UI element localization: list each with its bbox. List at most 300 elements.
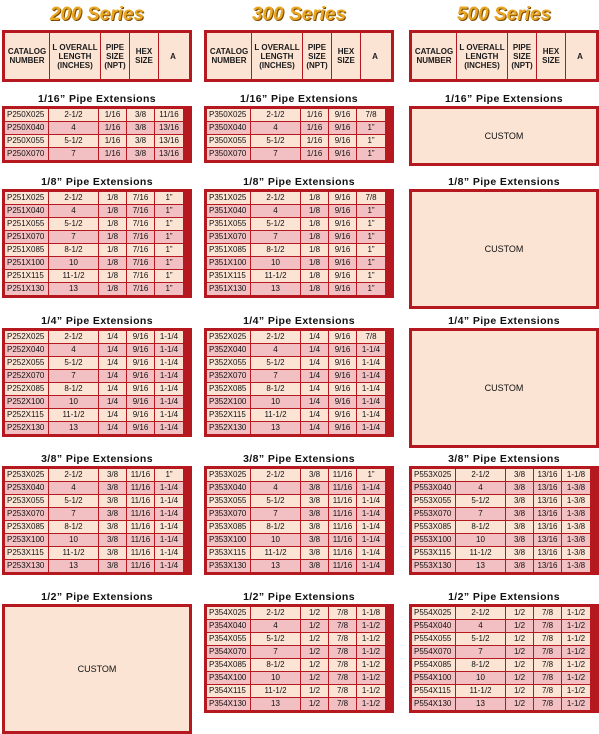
table-cell: 1” <box>155 469 183 481</box>
table-cell: 1/4 <box>99 370 127 382</box>
custom-box: CUSTOM <box>409 106 599 166</box>
table-row <box>5 122 189 134</box>
table-cell: 1-1/4 <box>155 495 183 507</box>
table-cell: 1” <box>357 218 385 230</box>
table-cell: P554X130 <box>412 698 456 710</box>
table-row <box>412 495 596 507</box>
table-cell: 7/8 <box>329 620 357 632</box>
table-cell: 11/16 <box>127 495 155 507</box>
table-cell: P353X130 <box>207 560 251 572</box>
table-cell: P351X100 <box>207 257 251 269</box>
table-cell: 1-1/2 <box>562 646 590 658</box>
table-cell: P352X130 <box>207 422 251 434</box>
table-cell: P252X100 <box>5 396 49 408</box>
table-cell: 7 <box>251 231 301 243</box>
header-cell: CATALOG NUMBER <box>5 33 50 79</box>
table-cell: 1-1/2 <box>357 685 385 697</box>
data-table <box>409 604 599 713</box>
table-row <box>207 521 391 533</box>
pipe-section <box>409 590 599 713</box>
table-cell: 1-1/4 <box>357 396 385 408</box>
table-cell: 7/8 <box>534 672 562 684</box>
table-cell: 4 <box>456 482 506 494</box>
table-cell: P252X085 <box>5 383 49 395</box>
data-table <box>204 328 394 437</box>
table-cell: 11-1/2 <box>49 547 99 559</box>
table-header <box>204 30 394 82</box>
table-cell: 4 <box>251 344 301 356</box>
table-cell: 9/16 <box>329 257 357 269</box>
table-cell: 8-1/2 <box>49 521 99 533</box>
table-row <box>412 607 596 619</box>
table-cell: 1/16 <box>301 135 329 147</box>
table-row <box>207 231 391 243</box>
table-cell: 1-1/2 <box>357 620 385 632</box>
table-cell: 7/8 <box>534 646 562 658</box>
table-cell: 13/16 <box>534 534 562 546</box>
table-cell: P353X025 <box>207 469 251 481</box>
table-cell: 1-1/4 <box>357 547 385 559</box>
table-cell: P253X025 <box>5 469 49 481</box>
table-cell: 7 <box>49 508 99 520</box>
table-cell: 7 <box>251 370 301 382</box>
table-cell: 1/16 <box>99 135 127 147</box>
table-cell: 1” <box>357 244 385 256</box>
table-cell: 1/4 <box>99 383 127 395</box>
table-cell: 1-1/4 <box>155 560 183 572</box>
table-cell: 2-1/2 <box>49 331 99 343</box>
table-cell: 1-1/2 <box>357 633 385 645</box>
table-cell: 7/16 <box>127 270 155 282</box>
table-cell: 1-1/2 <box>562 698 590 710</box>
table-cell: 1-1/4 <box>155 383 183 395</box>
table-row <box>207 109 391 121</box>
table-row <box>5 109 189 121</box>
series-title: 500 Series <box>456 4 552 25</box>
table-cell: P251X070 <box>5 231 49 243</box>
table-cell: P554X055 <box>412 633 456 645</box>
table-row <box>207 192 391 204</box>
table-cell: 7 <box>251 646 301 658</box>
table-cell: 7/8 <box>534 607 562 619</box>
pipe-section <box>204 590 394 713</box>
table-cell: 11/16 <box>329 482 357 494</box>
table-cell: 5-1/2 <box>49 218 99 230</box>
table-cell: 13/16 <box>534 560 562 572</box>
table-cell: 3/8 <box>99 534 127 546</box>
table-cell: 1/8 <box>301 205 329 217</box>
table-cell: P350X040 <box>207 122 251 134</box>
header-cell: A <box>170 51 176 61</box>
table-row <box>207 409 391 421</box>
table-cell: 1-1/4 <box>357 357 385 369</box>
table-cell: 13/16 <box>534 495 562 507</box>
table-cell: 8-1/2 <box>49 383 99 395</box>
table-cell: P354X040 <box>207 620 251 632</box>
data-table <box>204 466 394 575</box>
table-cell: 5-1/2 <box>251 357 301 369</box>
table-cell: 1/8 <box>301 283 329 295</box>
table-cell: 11/16 <box>127 560 155 572</box>
table-cell: 1-1/4 <box>357 560 385 572</box>
header-cell: L OVERALL LENGTH (INCHES) <box>252 33 303 79</box>
table-row <box>207 148 391 160</box>
table-cell: 13/16 <box>534 469 562 481</box>
table-cell: 5-1/2 <box>49 495 99 507</box>
table-cell: 7 <box>49 148 99 160</box>
table-cell: 2-1/2 <box>251 192 301 204</box>
table-cell: P554X040 <box>412 620 456 632</box>
table-cell: 1-1/4 <box>357 482 385 494</box>
section-title: 1/16” Pipe Extensions <box>239 93 359 105</box>
table-cell: 1/2 <box>301 620 329 632</box>
table-cell: 1” <box>155 283 183 295</box>
table-cell: 1-1/4 <box>155 521 183 533</box>
table-cell: P554X115 <box>412 685 456 697</box>
table-cell: 1” <box>357 283 385 295</box>
section-title: 3/8” Pipe Extensions <box>41 453 153 465</box>
table-cell: P250X040 <box>5 122 49 134</box>
table-cell: 9/16 <box>127 357 155 369</box>
table-row <box>207 283 391 295</box>
table-cell: P351X040 <box>207 205 251 217</box>
table-cell: P352X055 <box>207 357 251 369</box>
table-cell: 1-1/2 <box>562 607 590 619</box>
table-cell: 11-1/2 <box>251 409 301 421</box>
table-row <box>207 495 391 507</box>
table-cell: 7/8 <box>357 192 385 204</box>
table-cell: 1-1/4 <box>155 422 183 434</box>
table-row <box>207 331 391 343</box>
header-cell: CATALOG NUMBER <box>412 33 457 79</box>
table-cell: 7 <box>456 646 506 658</box>
section-title: 1/2” Pipe Extensions <box>448 591 560 603</box>
table-cell: 1/8 <box>99 205 127 217</box>
table-row <box>412 508 596 520</box>
section-title: 1/8” Pipe Extensions <box>243 176 355 188</box>
table-row <box>5 508 189 520</box>
table-cell: 1-1/8 <box>357 607 385 619</box>
table-cell: 1-3/8 <box>562 495 590 507</box>
table-cell: P352X085 <box>207 383 251 395</box>
table-cell: P351X130 <box>207 283 251 295</box>
section-title: 1/16” Pipe Extensions <box>444 93 564 105</box>
table-cell: 9/16 <box>329 396 357 408</box>
table-cell: 1/8 <box>301 257 329 269</box>
table-row <box>207 534 391 546</box>
table-row <box>207 344 391 356</box>
table-cell: P353X100 <box>207 534 251 546</box>
table-row <box>207 396 391 408</box>
table-cell: 2-1/2 <box>251 331 301 343</box>
table-cell: 3/8 <box>506 547 534 559</box>
table-cell: 1-1/4 <box>357 534 385 546</box>
table-cell: 13 <box>251 560 301 572</box>
table-cell: 13/16 <box>155 148 183 160</box>
table-cell: P352X115 <box>207 409 251 421</box>
table-cell: 1/2 <box>301 698 329 710</box>
table-cell: 13/16 <box>155 135 183 147</box>
table-cell: 1-1/4 <box>155 331 183 343</box>
table-cell: 2-1/2 <box>456 469 506 481</box>
table-cell: 7/16 <box>127 192 155 204</box>
table-cell: 11/16 <box>329 495 357 507</box>
table-row <box>207 205 391 217</box>
table-cell: P351X115 <box>207 270 251 282</box>
table-cell: 7/16 <box>127 218 155 230</box>
table-cell: 7/8 <box>329 685 357 697</box>
table-cell: P553X100 <box>412 534 456 546</box>
table-row <box>5 357 189 369</box>
table-cell: 7 <box>456 508 506 520</box>
table-cell: 3/8 <box>506 482 534 494</box>
table-cell: 1/2 <box>506 633 534 645</box>
table-cell: 9/16 <box>329 231 357 243</box>
table-cell: 5-1/2 <box>456 633 506 645</box>
table-cell: P252X130 <box>5 422 49 434</box>
header-cell: HEX SIZE <box>130 33 159 79</box>
table-cell: 3/8 <box>99 508 127 520</box>
table-cell: 9/16 <box>329 218 357 230</box>
table-cell: 1-1/2 <box>357 698 385 710</box>
table-cell: 11/16 <box>329 547 357 559</box>
table-cell: 1-1/4 <box>155 482 183 494</box>
table-cell: P251X115 <box>5 270 49 282</box>
table-cell: 3/8 <box>301 508 329 520</box>
table-cell: 1-1/4 <box>357 422 385 434</box>
table-cell: 1/16 <box>301 148 329 160</box>
table-row <box>412 560 596 572</box>
table-row <box>5 469 189 481</box>
table-row <box>5 383 189 395</box>
table-cell: P354X085 <box>207 659 251 671</box>
table-cell: P253X070 <box>5 508 49 520</box>
table-row <box>412 482 596 494</box>
custom-box: CUSTOM <box>2 604 192 734</box>
table-row <box>412 620 596 632</box>
table-cell: P350X025 <box>207 109 251 121</box>
table-cell: 7/16 <box>127 283 155 295</box>
table-cell: 1-3/8 <box>562 508 590 520</box>
table-cell: 1/2 <box>506 672 534 684</box>
table-cell: 1-1/2 <box>562 685 590 697</box>
table-cell: P553X025 <box>412 469 456 481</box>
table-cell: 11/16 <box>329 508 357 520</box>
pipe-section <box>409 175 599 309</box>
table-cell: P253X115 <box>5 547 49 559</box>
table-cell: 3/8 <box>127 148 155 160</box>
table-row <box>412 659 596 671</box>
table-cell: P252X040 <box>5 344 49 356</box>
table-cell: P352X040 <box>207 344 251 356</box>
table-row <box>412 521 596 533</box>
table-cell: P353X055 <box>207 495 251 507</box>
table-cell: 1-3/8 <box>562 521 590 533</box>
table-cell: P251X130 <box>5 283 49 295</box>
table-cell: 1/4 <box>301 396 329 408</box>
table-cell: P354X025 <box>207 607 251 619</box>
table-cell: 11/16 <box>127 534 155 546</box>
table-cell: 1-1/2 <box>562 620 590 632</box>
table-cell: 1-1/4 <box>357 495 385 507</box>
table-cell: 3/8 <box>99 482 127 494</box>
table-cell: 9/16 <box>329 344 357 356</box>
table-cell: 11-1/2 <box>49 409 99 421</box>
table-cell: 1-1/4 <box>357 383 385 395</box>
table-cell: 11/16 <box>127 508 155 520</box>
table-cell: 10 <box>456 534 506 546</box>
table-cell: 1/2 <box>506 646 534 658</box>
table-cell: 9/16 <box>329 122 357 134</box>
table-cell: 3/8 <box>506 508 534 520</box>
table-cell: 13/16 <box>534 521 562 533</box>
table-cell: 1/8 <box>301 192 329 204</box>
table-cell: 1/2 <box>301 633 329 645</box>
table-cell: 13/16 <box>534 482 562 494</box>
table-cell: P553X085 <box>412 521 456 533</box>
table-cell: 1-1/4 <box>357 521 385 533</box>
table-cell: 1/4 <box>99 331 127 343</box>
data-table <box>2 328 192 437</box>
table-cell: P352X070 <box>207 370 251 382</box>
table-cell: 7/8 <box>357 331 385 343</box>
table-cell: 13/16 <box>534 508 562 520</box>
table-cell: 7/16 <box>127 231 155 243</box>
table-cell: 7/8 <box>534 620 562 632</box>
table-cell: 11/16 <box>127 469 155 481</box>
table-cell: P353X040 <box>207 482 251 494</box>
table-header <box>2 30 192 82</box>
pipe-section <box>2 175 192 298</box>
table-cell: 1/2 <box>506 685 534 697</box>
table-cell: 1/4 <box>99 357 127 369</box>
section-title: 1/2” Pipe Extensions <box>243 591 355 603</box>
table-row <box>5 422 189 434</box>
table-cell: 3/8 <box>506 560 534 572</box>
table-cell: 13 <box>251 422 301 434</box>
table-cell: 11/16 <box>127 482 155 494</box>
table-cell: 1/4 <box>301 383 329 395</box>
table-cell: 1/4 <box>301 331 329 343</box>
header-cell: CATALOG NUMBER <box>207 33 252 79</box>
table-cell: 7 <box>251 148 301 160</box>
table-cell: 11/16 <box>155 109 183 121</box>
table-row <box>412 685 596 697</box>
table-cell: 5-1/2 <box>251 218 301 230</box>
table-cell: 3/8 <box>99 560 127 572</box>
custom-box: CUSTOM <box>409 189 599 309</box>
table-cell: P252X055 <box>5 357 49 369</box>
table-cell: 9/16 <box>127 370 155 382</box>
table-row <box>5 534 189 546</box>
table-cell: 11-1/2 <box>456 547 506 559</box>
section-title: 1/4” Pipe Extensions <box>243 315 355 327</box>
table-row <box>207 508 391 520</box>
pipe-section <box>204 175 394 298</box>
table-cell: P251X085 <box>5 244 49 256</box>
table-cell: 1/8 <box>99 231 127 243</box>
table-cell: 1” <box>357 270 385 282</box>
table-cell: 1/2 <box>301 659 329 671</box>
table-cell: 11-1/2 <box>49 270 99 282</box>
table-cell: P354X070 <box>207 646 251 658</box>
table-row <box>207 270 391 282</box>
table-cell: 9/16 <box>329 422 357 434</box>
series-column-0 <box>2 0 192 723</box>
table-cell: 9/16 <box>329 331 357 343</box>
table-cell: 2-1/2 <box>49 109 99 121</box>
table-cell: 1/16 <box>301 122 329 134</box>
table-cell: 9/16 <box>329 244 357 256</box>
table-cell: 11/16 <box>329 534 357 546</box>
table-cell: 7/8 <box>329 633 357 645</box>
table-cell: 11/16 <box>329 560 357 572</box>
data-table <box>409 466 599 575</box>
table-cell: 3/8 <box>127 135 155 147</box>
table-cell: 1/2 <box>301 685 329 697</box>
table-cell: 7/8 <box>329 698 357 710</box>
table-row <box>207 698 391 710</box>
table-cell: 1” <box>357 231 385 243</box>
table-cell: 8-1/2 <box>49 244 99 256</box>
table-row <box>207 370 391 382</box>
data-table <box>2 189 192 298</box>
table-cell: P350X070 <box>207 148 251 160</box>
table-cell: 3/8 <box>99 495 127 507</box>
data-table <box>204 604 394 713</box>
table-cell: 9/16 <box>127 331 155 343</box>
table-cell: P250X070 <box>5 148 49 160</box>
table-row <box>207 560 391 572</box>
table-cell: 10 <box>251 257 301 269</box>
table-cell: 11-1/2 <box>251 547 301 559</box>
table-cell: 4 <box>251 122 301 134</box>
table-cell: P252X115 <box>5 409 49 421</box>
table-cell: 2-1/2 <box>251 607 301 619</box>
table-cell: 1-3/8 <box>562 534 590 546</box>
table-cell: 1” <box>155 231 183 243</box>
table-cell: 1/2 <box>506 607 534 619</box>
table-cell: P352X025 <box>207 331 251 343</box>
table-cell: P351X025 <box>207 192 251 204</box>
section-title: 1/8” Pipe Extensions <box>41 176 153 188</box>
table-cell: 1-1/4 <box>155 396 183 408</box>
table-cell: 2-1/2 <box>251 109 301 121</box>
table-cell: 13 <box>251 283 301 295</box>
table-cell: 8-1/2 <box>251 659 301 671</box>
table-cell: 1/8 <box>301 270 329 282</box>
table-cell: P554X025 <box>412 607 456 619</box>
section-title: 1/8” Pipe Extensions <box>448 176 560 188</box>
table-cell: 7/8 <box>329 659 357 671</box>
table-cell: 1/16 <box>99 148 127 160</box>
table-cell: P252X025 <box>5 331 49 343</box>
table-cell: 1/2 <box>506 698 534 710</box>
table-cell: 7 <box>49 231 99 243</box>
table-row <box>5 409 189 421</box>
table-cell: 7/8 <box>329 672 357 684</box>
table-cell: 8-1/2 <box>456 521 506 533</box>
header-cell: A <box>372 51 378 61</box>
pipe-section <box>409 314 599 448</box>
table-cell: 1/16 <box>99 109 127 121</box>
table-cell: 3/8 <box>301 534 329 546</box>
table-cell: 9/16 <box>329 148 357 160</box>
table-row <box>5 270 189 282</box>
table-cell: 11/16 <box>127 521 155 533</box>
table-cell: 7/8 <box>534 685 562 697</box>
table-cell: P350X055 <box>207 135 251 147</box>
